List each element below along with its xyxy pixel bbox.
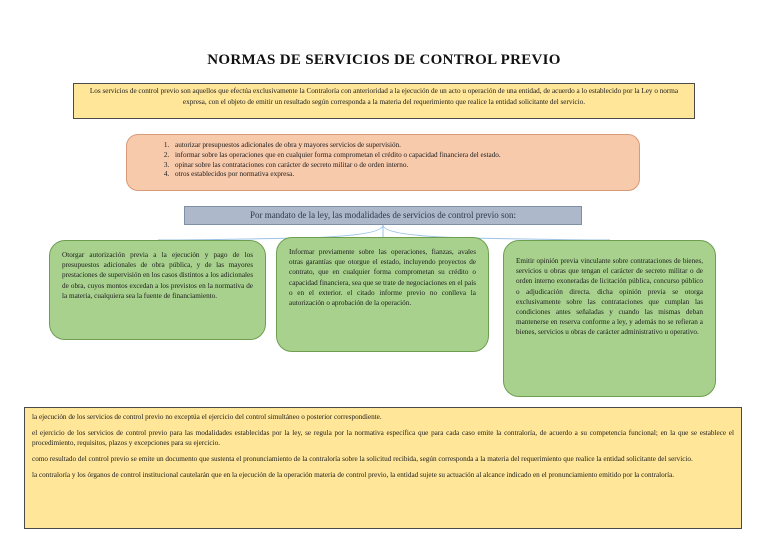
intro-box: Los servicios de control previo son aquellos que efectúa exclusivamente la Contraloría con anterioridad a la ejecución de un acto u operación de una entidad, de acuerdo a lo establecido por la Ley o norma expresa, con el objeto de emitir un resultado según corresponda a la materia del requerimiento que realice la entidad solicitante del servicio. (73, 83, 695, 119)
modality-card-1: Otorgar autorización previa a la ejecución y pago de los presupuestos adicionales de obra pública, y de las mayores prestaciones de supervisión en los casos distintos a los adicionales de obra, cuyos montos excedan a los previstos en la normativa de la materia, cualquiera sea la fuente de financiamiento. (49, 240, 266, 340)
mandate-banner: Por mandato de la ley, las modalidades de servicios de control previo son: (184, 206, 582, 225)
note-paragraph: la contraloría y los órganos de control institucional cautelarán que en la ejecución de la operación materia de control previo, la entidad sujete su actuación al alcance indicado en el pronunciamiento emitido por la contraloría. (32, 471, 675, 479)
notes-box (24, 407, 742, 529)
page-title: NORMAS DE SERVICIOS DE CONTROL PREVIO (207, 52, 561, 68)
case-item: 4. otros establecidos por normativa expresa. (171, 170, 629, 180)
case-item: 1. autorizar presupuestos adicionales de obra y mayores servicios de supervisión. (171, 141, 629, 151)
case-item: 3. opinar sobre las contrataciones con carácter de secreto militar o de orden interno. (171, 161, 629, 171)
modality-card-2: Informar previamente sobre las operaciones, fianzas, avales otras garantías que otorgue el estado, incluyendo proyectos de contrato, que en cualquier forma comprometan su crédito o capacidad financiera, sea que se trate de negociaciones en el país o en el exterior. el citado informe previo no conlleva la autorización o aprobación de la operación. (276, 237, 489, 352)
modality-card-3: Emitir opinión previa vinculante sobre contrataciones de bienes, servicios u obras que tengan el carácter de secreto militar o de orden interno exoneradas de licitación pública, concurso público o adjudicación directa. dicha opinión previa se otorga exclusivamente sobre las contrataciones que cumplan las condiciones antes señaladas y cuando las mismas deban mantenerse en reserva conforme a ley, y además no se refieran a bienes, servicios u obras de carácter administrativo u operativo. (503, 240, 716, 397)
case-item: 2. informar sobre las operaciones que en cualquier forma comprometan el crédito o capacidad financiera del estado. (171, 151, 629, 161)
note-paragraph: la ejecución de los servicios de control previo no exceptúa el ejercicio del control simultáneo o posterior correspondiente. (32, 413, 382, 421)
note-paragraph: como resultado del control previo se emite un documento que sustenta el pronunciamiento de la contraloría sobre la solicitud recibida, según corresponda a la materia del requerimiento que realice la entidad solicitante del servicio. (32, 455, 693, 463)
note-paragraph: el ejercicio de los servicios de control previo para las modalidades establecidas por la ley, se regula por la normativa específica que para cada caso emite la contraloría, de acuerdo a su competencia funcional; en la que se establece el procedimiento, requisitos, plazos y excepciones para su ejercicio. (32, 429, 734, 447)
